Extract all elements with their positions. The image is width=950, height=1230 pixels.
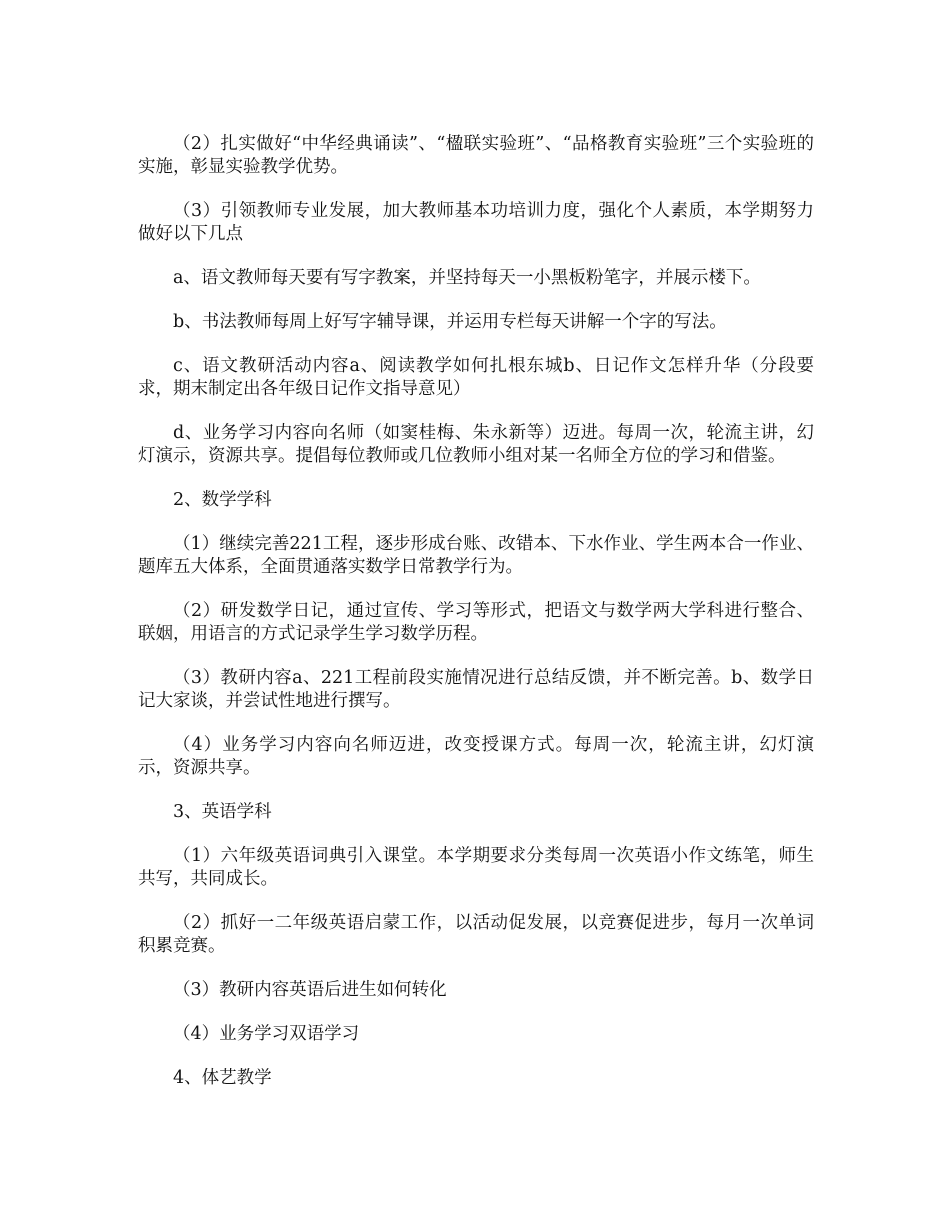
section-heading-math: 2、数学学科 (173, 490, 272, 510)
paragraph-item-b: b、书法教师每周上好写字辅导课，并运用专栏每天讲解一个字的写法。 (173, 312, 727, 332)
paragraph-math-3: （3）教研内容a、221工程前段实施情况进行总结反馈，并不断完善。b、数学日记大家谈，并尝试性地进行撰写。 (138, 668, 814, 711)
paragraph-item-c: c、语文教研活动内容a、阅读教学如何扎根东城b、日记作文怎样升华（分段要求，期末制定出各年级日记作文指导意见） (138, 356, 814, 399)
paragraph-english-1: （1）六年级英语词典引入课堂。本学期要求分类每周一次英语小作文练笔，师生共写，共同成长。 (138, 846, 814, 889)
paragraph-item-d: d、业务学习内容向名师（如窦桂梅、朱永新等）迈进。每周一次，轮流主讲，幻灯演示，资源共享。提倡每位教师或几位教师小组对某一名师全方位的学习和借鉴。 (138, 423, 814, 466)
paragraph-chinese-classics: （2）扎实做好“中华经典诵读”、“楹联实验班”、“品格教育实验班”三个实验班的实施，彰显实验教学优势。 (138, 134, 814, 177)
paragraph-item-a: a、语文教师每天要有写字教案，并坚持每天一小黑板粉笔字，并展示楼下。 (173, 268, 761, 288)
section-heading-english: 3、英语学科 (173, 802, 272, 822)
paragraph-teacher-development: （3）引领教师专业发展，加大教师基本功培训力度，强化个人素质，本学期努力做好以下几点 (138, 201, 814, 244)
paragraph-math-4: （4）业务学习内容向名师迈进，改变授课方式。每周一次，轮流主讲，幻灯演示，资源共享。 (138, 735, 814, 778)
section-heading-arts-sports: 4、体艺教学 (173, 1068, 272, 1088)
paragraph-english-3: （3）教研内容英语后进生如何转化 (173, 980, 447, 1000)
paragraph-math-2: （2）研发数学日记，通过宣传、学习等形式，把语文与数学两大学科进行整合、联姻，用语言的方式记录学生学习数学历程。 (138, 601, 814, 644)
document-body (138, 133, 814, 1111)
paragraph-english-2: （2）抓好一二年级英语启蒙工作，以活动促发展，以竞赛促进步，每月一次单词积累竞赛。 (138, 913, 814, 956)
paragraph-math-1: （1）继续完善221工程，逐步形成台账、改错本、下水作业、学生两本合一作业、题库五大体系，全面贯通落实数学日常教学行为。 (138, 534, 814, 577)
paragraph-english-4: （4）业务学习双语学习 (173, 1024, 360, 1044)
